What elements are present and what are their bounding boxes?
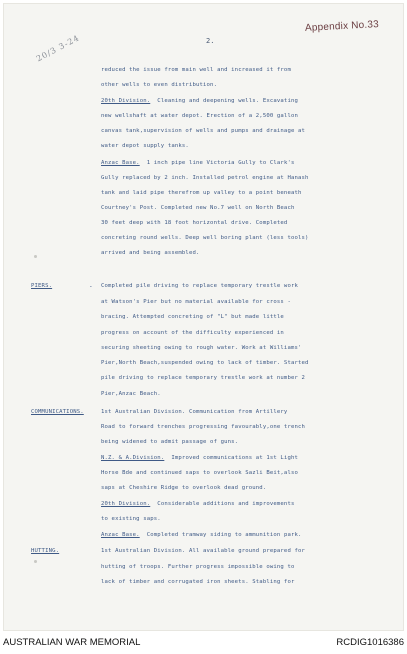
text-line: Anzac Base. Completed tramway siding to ammunition park. xyxy=(101,532,302,538)
handwritten-note: 20/3 3-24 xyxy=(34,33,82,64)
text-line: Gully replaced by 2 inch. Installed petrol engine at Hanash xyxy=(101,175,309,181)
text-line: saps at Cheshire Ridge to overlook dead ground. xyxy=(101,485,267,491)
page-number: 2. xyxy=(206,37,215,45)
footer-attribution: AUSTRALIAN WAR MEMORIAL xyxy=(3,637,141,648)
text-line: 20th Division. Cleaning and deepening wells. Excavating xyxy=(101,98,299,104)
text-line: hutting of troops. Further progress impossible owing to xyxy=(101,564,295,570)
text-line: progress on account of the difficulty experienced in xyxy=(101,330,284,336)
text-line: 1st Australian Division. Communication from Artillery xyxy=(101,409,288,415)
text-line: Horse Bde and continued saps to overlook Sazli Beit,also xyxy=(101,470,298,476)
text-line: canvas tank,supervision of wells and pumps and drainage at xyxy=(101,128,306,134)
heading-dash: - xyxy=(89,283,93,290)
text-line: arrived and being assembled. xyxy=(101,250,200,256)
text-line: at Watson's Pier but no material available for cross - xyxy=(101,299,291,305)
text-line: lack of timber and corrugated iron sheets. Stabling for xyxy=(101,579,295,585)
appendix-stamp: Appendix No.33 xyxy=(304,19,380,34)
text-line: 20th Division. Considerable additions and improvements xyxy=(101,501,295,507)
text-line: to existing saps. xyxy=(101,516,161,522)
text-line: Pier,North Beach,suspended owing to lack of timber. Started xyxy=(101,360,309,366)
text-line: Road to forward trenches progressing favourably,one trench xyxy=(101,424,306,430)
document-page xyxy=(3,3,404,631)
sub-heading: 20th Division. xyxy=(101,98,151,104)
text-line: being widened to admit passage of guns. xyxy=(101,439,239,445)
section-heading-hutting: HUTTING. xyxy=(31,548,60,554)
text-line: tank and laid pipe therefrom up valley to a point beneath xyxy=(101,190,302,196)
section-heading-communications: COMMUNICATIONS. xyxy=(31,409,84,415)
sub-heading: Anzac Base. xyxy=(101,160,140,166)
sub-heading: 20th Division. xyxy=(101,501,151,507)
text-line: other wells to even distribution. xyxy=(101,82,218,88)
text-line: 30 feet deep with 18 foot horizontal drive. Completed xyxy=(101,220,288,226)
punch-hole xyxy=(34,255,37,258)
text-line: Pier,Anzac Beach. xyxy=(101,391,161,397)
sub-heading: Anzac Base. xyxy=(101,532,140,538)
text-line: pile driving to replace temporary trestle work at number 2 xyxy=(101,375,306,381)
text-line: concreting round wells. Deep well boring plant (less tools) xyxy=(101,235,309,241)
text-line: bracing. Attempted concreting of "L" but made little xyxy=(101,314,284,320)
text-line: securing sheeting owing to rough water. Work at Williams' xyxy=(101,345,302,351)
text-line: Courtney's Post. Completed new No.7 well on North Beach xyxy=(101,205,295,211)
punch-hole xyxy=(34,560,37,563)
sub-heading: N.Z. & A.Division. xyxy=(101,455,165,461)
text-line: water depot supply tanks. xyxy=(101,143,189,149)
text-line: reduced the issue from main well and increased it from xyxy=(101,67,291,73)
text-line: Anzac Base. 1 inch pipe line Victoria Gully to Clark's xyxy=(101,160,295,166)
text-line: new wellshaft at water depot. Erection of a 2,500 gallon xyxy=(101,113,298,119)
text-line: N.Z. & A.Division. Improved communications at 1st Light xyxy=(101,455,299,461)
text-line: 1st Australian Division. All available ground prepared for xyxy=(101,548,306,554)
text-line: Completed pile driving to replace temporary trestle work xyxy=(101,283,298,289)
footer-record-id: RCDIG1016386 xyxy=(336,637,404,648)
section-heading-piers: PIERS. xyxy=(31,283,53,289)
